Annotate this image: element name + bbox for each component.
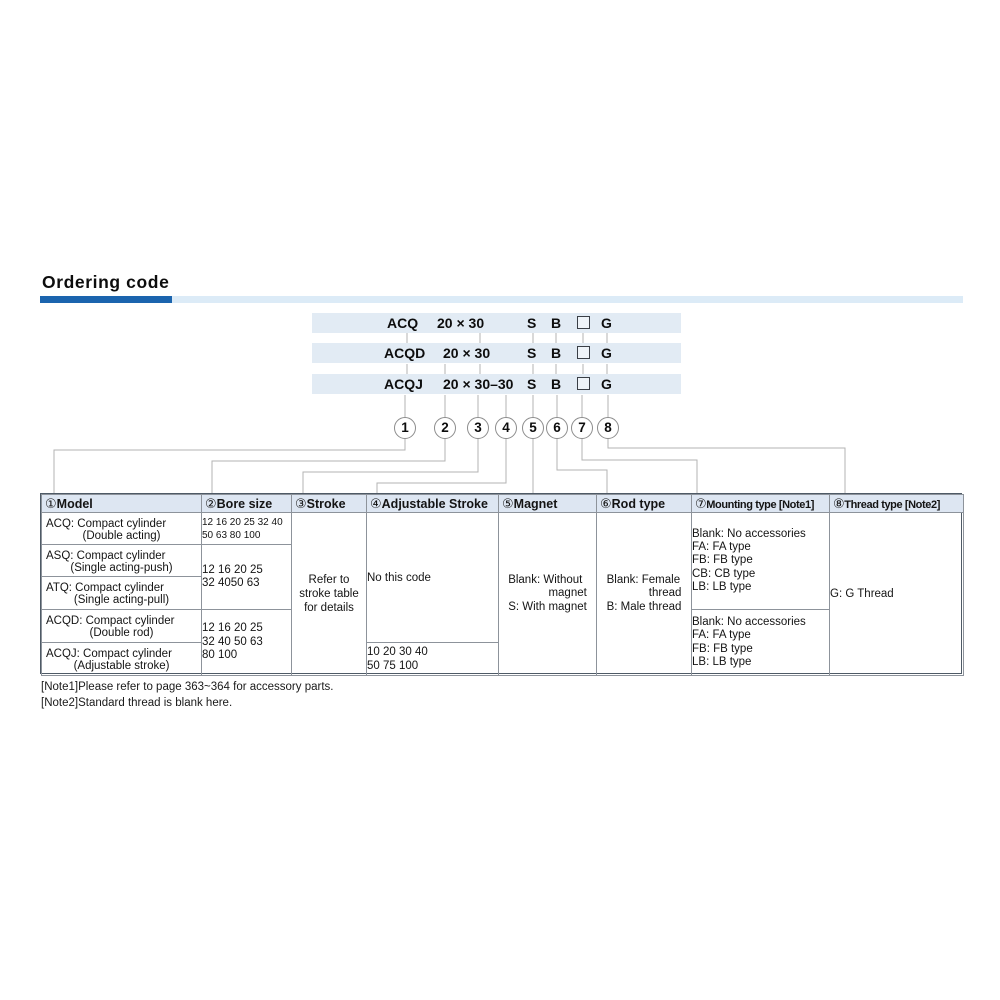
rod-type-cell: Blank: Female thread B: Male thread <box>597 513 692 676</box>
code-thread: G <box>601 376 612 392</box>
header-bore-size: ②Bore size <box>202 495 292 513</box>
option-placeholder-box <box>577 377 590 390</box>
callout-5: 5 <box>522 417 544 439</box>
callout-8: 8 <box>597 417 619 439</box>
code-thread: G <box>601 345 612 361</box>
bore-asq-atq: 12 16 20 25 32 4050 63 <box>202 545 292 610</box>
header-stroke: ③Stroke <box>292 495 367 513</box>
ordering-code-table <box>40 493 962 674</box>
magnet-cell: Blank: Without magnet S: With magnet <box>499 513 597 676</box>
model-acqj: ACQJ: Compact cylinder (Adjustable stroke) <box>42 643 202 676</box>
bore-acqd-acqj: 12 16 20 25 32 40 50 63 80 100 <box>202 610 292 676</box>
note-1: [Note1]Please refer to page 363~364 for accessory parts. <box>41 681 334 693</box>
mounting-type-bottom-cell: Blank: No accessories FA: FA type FB: FB type LB: LB type <box>692 610 830 676</box>
ordering-code-row-acq <box>312 313 681 333</box>
callout-1: 1 <box>394 417 416 439</box>
thread-type-cell: G: G Thread <box>830 513 964 676</box>
callout-2: 2 <box>434 417 456 439</box>
table-header-row <box>42 495 964 513</box>
ordering-code-row-acqd <box>312 343 681 363</box>
code-model: ACQD <box>384 345 426 361</box>
header-thread-type: ⑧Thread type [Note2] <box>830 495 964 513</box>
title-underline-accent <box>40 296 172 303</box>
model-atq: ATQ: Compact cylinder (Single acting-pull) <box>42 577 202 610</box>
model-acq: ACQ: Compact cylinder (Double acting) <box>42 513 202 545</box>
model-acqd: ACQD: Compact cylinder (Double rod) <box>42 610 202 643</box>
header-model: ①Model <box>42 495 202 513</box>
code-rod: B <box>551 315 562 331</box>
code-magnet: S <box>527 376 537 392</box>
code-bore-stroke: 20 × 30 <box>443 345 491 361</box>
header-magnet: ⑤Magnet <box>499 495 597 513</box>
callout-6: 6 <box>546 417 568 439</box>
header-adjustable-stroke: ④Adjustable Stroke <box>367 495 499 513</box>
mounting-type-top-cell: Blank: No accessories FA: FA type FB: FB type CB: CB type LB: LB type <box>692 513 830 610</box>
code-magnet: S <box>527 345 537 361</box>
code-rod: B <box>551 376 562 392</box>
code-bore-stroke: 20 × 30–30 <box>443 376 514 392</box>
header-mounting-type: ⑦Mounting type [Note1] <box>692 495 830 513</box>
header-rod-type: ⑥Rod type <box>597 495 692 513</box>
code-model: ACQ <box>387 315 419 331</box>
callout-4: 4 <box>495 417 517 439</box>
code-thread: G <box>601 315 612 331</box>
title-underline-track <box>172 296 963 303</box>
page-title: Ordering code <box>42 272 170 292</box>
ordering-code-row-acqj <box>312 374 681 394</box>
adjustable-stroke-none: No this code <box>367 513 499 643</box>
code-model: ACQJ <box>384 376 423 392</box>
code-rod: B <box>551 345 562 361</box>
option-placeholder-box <box>577 316 590 329</box>
callout-7: 7 <box>571 417 593 439</box>
bore-acq: 12 16 20 25 32 40 50 63 80 100 <box>202 513 292 545</box>
note-2: [Note2]Standard thread is blank here. <box>41 697 233 709</box>
code-bore-stroke: 20 × 30 <box>437 315 485 331</box>
code-magnet: S <box>527 315 537 331</box>
stroke-cell: Refer to stroke table for details <box>292 513 367 676</box>
table-row <box>42 513 964 545</box>
option-placeholder-box <box>577 346 590 359</box>
callout-3: 3 <box>467 417 489 439</box>
adjustable-stroke-values: 10 20 30 40 50 75 100 <box>367 643 499 676</box>
model-asq: ASQ: Compact cylinder (Single acting-push) <box>42 545 202 577</box>
